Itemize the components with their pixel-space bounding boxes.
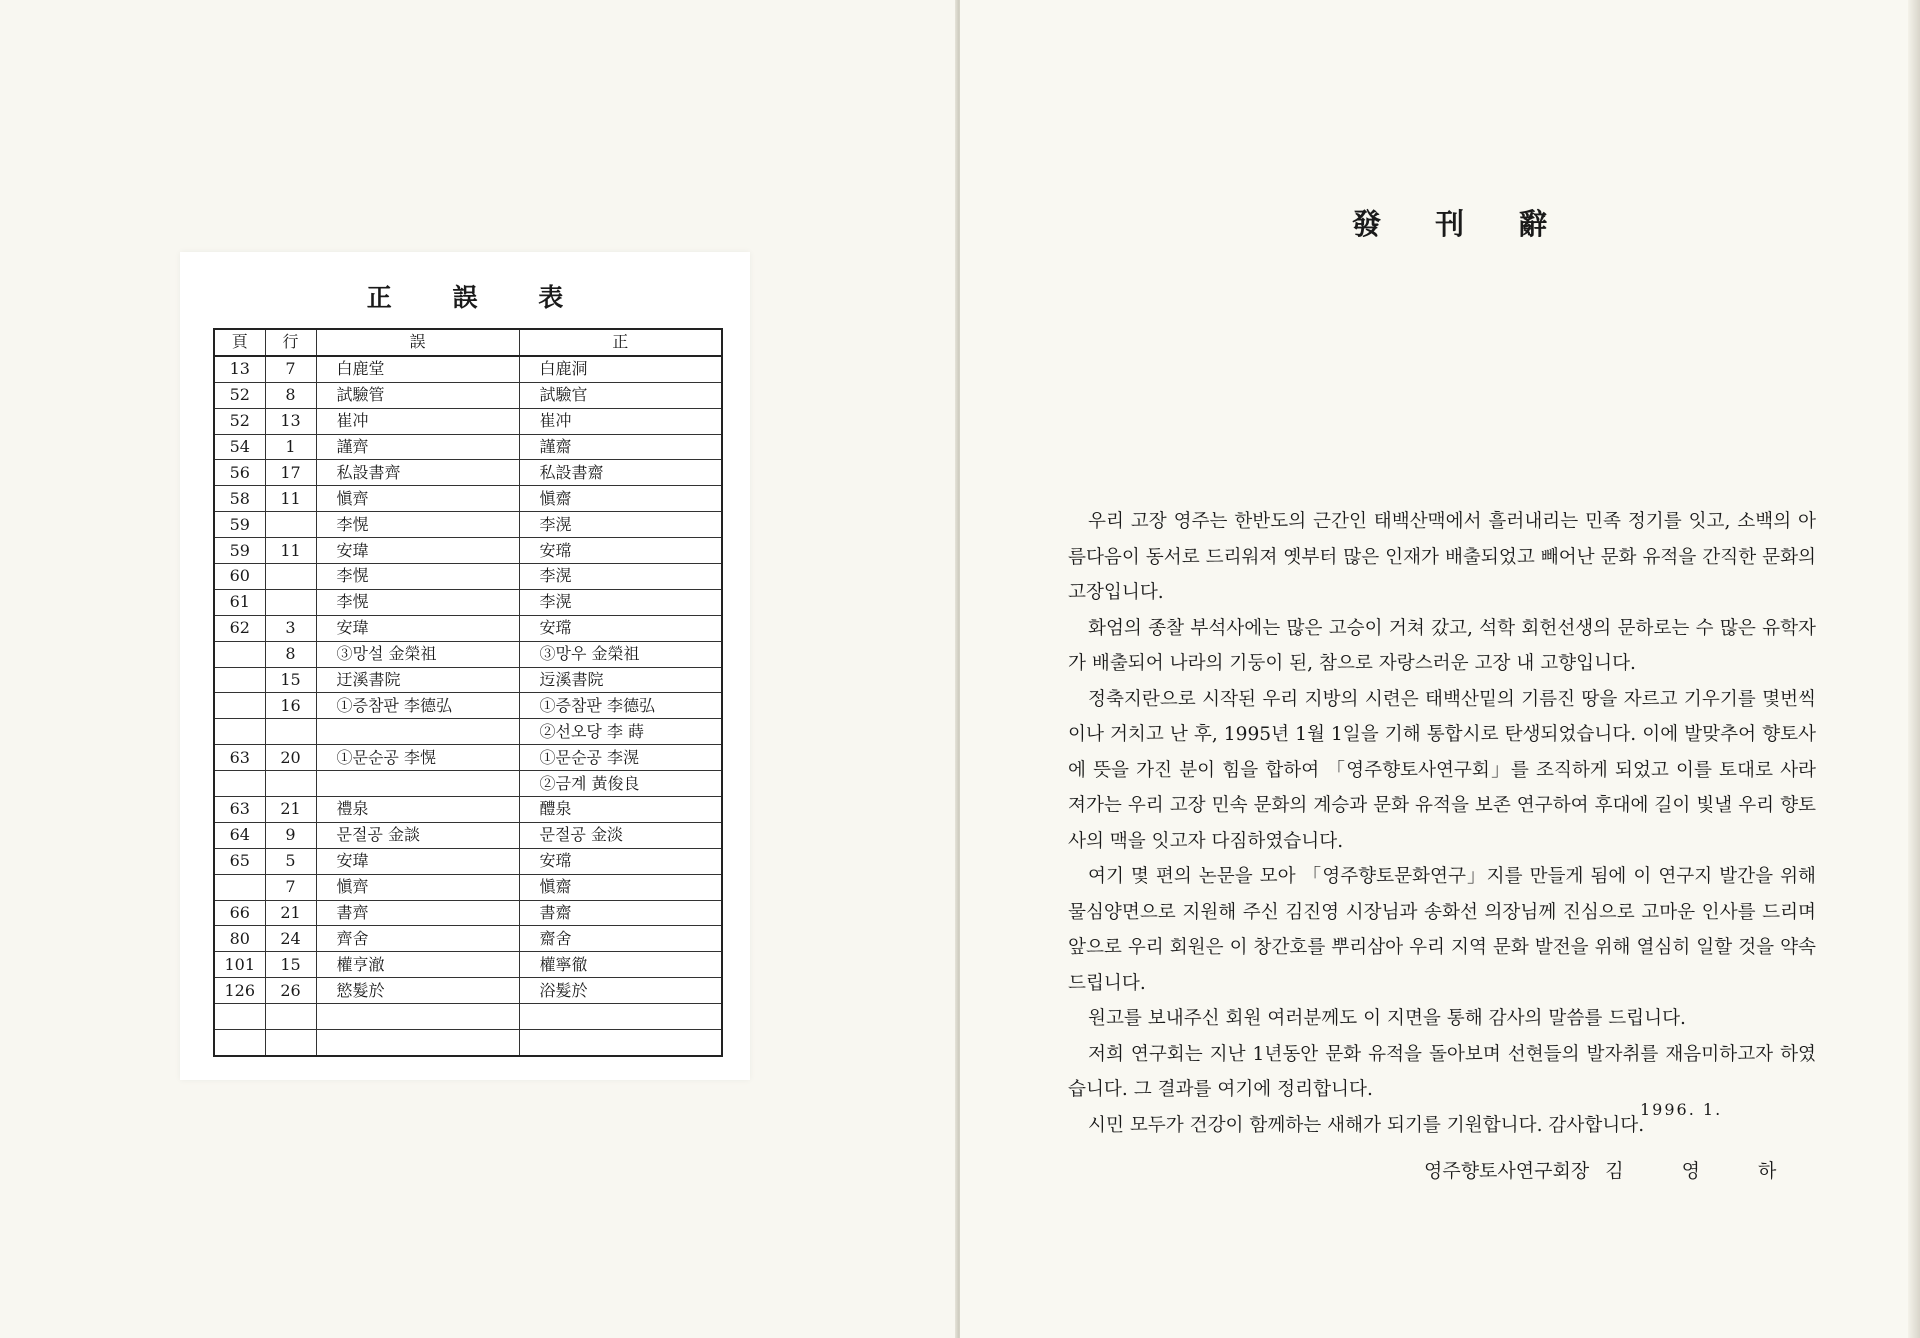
errata-row [214, 719, 722, 745]
preface-paragraph: 시민 모두가 건강이 함께하는 새해가 되기를 기원합니다. 감사합니다. [1088, 1114, 1645, 1136]
errata-row [214, 952, 722, 978]
row-line [265, 564, 316, 590]
preface-paragraph: 저희 연구회는 지난 1년동안 문화 유적을 돌아보며 선현들의 발자취를 재음미하고자 하였습니다. 그 결과를 여기에 정리합니다. [1068, 1043, 1816, 1100]
errata-table [213, 328, 723, 1057]
signer-name: 김 영 하 [1605, 1160, 1803, 1182]
row-correct: 浴髮於 [519, 978, 722, 1004]
errata-row [214, 771, 722, 797]
row-wrong: 安瑋 [316, 848, 519, 874]
row-correct: 愼齋 [519, 486, 722, 512]
row-page: 126 [214, 978, 265, 1004]
row-correct: 試驗官 [519, 382, 722, 408]
row-page: 64 [214, 822, 265, 848]
preface-paragraph: 여기 몇 편의 논문을 모아 「영주향토문화연구」지를 만들게 됨에 이 연구지 발간을 위해 물심양면으로 지원해 주신 김진영 시장님과 송화선 의장님께 진심으로 고마운 인사를 드리며 앞으로 우리 회원은 이 창간호를 뿌리삼아 우리 지역 문화 발전을 위해 열심히 일할 것을 약속드립니다. [1068, 866, 1816, 994]
row-correct: 齋舍 [519, 926, 722, 952]
row-correct: 李滉 [519, 564, 722, 590]
row-wrong: 慾髮於 [316, 978, 519, 1004]
row-correct: 愼齋 [519, 874, 722, 900]
row-wrong: 禮泉 [316, 797, 519, 823]
row-page [214, 1030, 265, 1056]
errata-row [214, 564, 722, 590]
errata-card [180, 252, 750, 1080]
row-line: 17 [265, 460, 316, 486]
row-wrong: 書齊 [316, 900, 519, 926]
row-wrong: ①문순공 李愰 [316, 745, 519, 771]
row-line: 15 [265, 952, 316, 978]
row-page [214, 693, 265, 719]
row-page: 60 [214, 564, 265, 590]
errata-row [214, 926, 722, 952]
row-correct: 迃溪書院 [519, 667, 722, 693]
row-correct: ③망우 金榮祖 [519, 641, 722, 667]
errata-body [214, 356, 722, 1056]
row-line: 1 [265, 434, 316, 460]
row-line [265, 771, 316, 797]
row-line: 7 [265, 874, 316, 900]
row-wrong: 愼齊 [316, 486, 519, 512]
row-page: 80 [214, 926, 265, 952]
row-correct: ②선오당 李 蒔 [519, 719, 722, 745]
left-page [0, 0, 958, 1338]
row-wrong: 謹齊 [316, 434, 519, 460]
errata-row [214, 615, 722, 641]
row-page: 66 [214, 900, 265, 926]
row-correct [519, 1030, 722, 1056]
header-wrong: 誤 [316, 329, 519, 356]
row-wrong: 李愰 [316, 512, 519, 538]
row-page [214, 1004, 265, 1030]
row-wrong: 白鹿堂 [316, 356, 519, 382]
errata-row [214, 356, 722, 382]
row-line: 24 [265, 926, 316, 952]
errata-row [214, 667, 722, 693]
row-page: 59 [214, 538, 265, 564]
errata-row [214, 1030, 722, 1056]
header-line: 行 [265, 329, 316, 356]
row-wrong: 李愰 [316, 589, 519, 615]
row-page [214, 667, 265, 693]
row-line: 11 [265, 538, 316, 564]
row-correct: 權寧徹 [519, 952, 722, 978]
row-line [265, 512, 316, 538]
row-page: 61 [214, 589, 265, 615]
row-wrong: 安瑋 [316, 538, 519, 564]
row-correct: 李滉 [519, 512, 722, 538]
row-correct: 白鹿洞 [519, 356, 722, 382]
row-page [214, 874, 265, 900]
errata-row [214, 486, 722, 512]
preface-paragraph: 우리 고장 영주는 한반도의 근간인 태백산맥에서 흘러내리는 민족 정기를 잇고, 소백의 아름다음이 동서로 드리워져 옛부터 많은 인재가 배출되었고 빼어난 문화 유적을 간직한 문화의 고장입니다. [1068, 511, 1816, 603]
row-line: 16 [265, 693, 316, 719]
row-line: 8 [265, 641, 316, 667]
errata-row [214, 641, 722, 667]
row-page [214, 641, 265, 667]
row-page: 54 [214, 434, 265, 460]
row-page: 52 [214, 408, 265, 434]
row-page: 101 [214, 952, 265, 978]
row-wrong: 權亨澈 [316, 952, 519, 978]
row-page: 62 [214, 615, 265, 641]
row-line: 15 [265, 667, 316, 693]
row-line: 26 [265, 978, 316, 1004]
errata-row [214, 822, 722, 848]
row-wrong: 齊舍 [316, 926, 519, 952]
row-line [265, 719, 316, 745]
row-wrong: 李愰 [316, 564, 519, 590]
row-wrong: 문절공 金談 [316, 822, 519, 848]
errata-row [214, 512, 722, 538]
preface-body [1068, 504, 1816, 1143]
row-wrong: 試驗管 [316, 382, 519, 408]
row-page: 63 [214, 745, 265, 771]
row-page [214, 719, 265, 745]
preface-title: 發 刊 辭 [1352, 207, 1570, 241]
row-line: 11 [265, 486, 316, 512]
row-correct: ①증참판 李德弘 [519, 693, 722, 719]
errata-row [214, 848, 722, 874]
row-line: 7 [265, 356, 316, 382]
row-page: 63 [214, 797, 265, 823]
row-correct: 安瑺 [519, 615, 722, 641]
errata-title: 正 誤 表 [366, 283, 590, 312]
row-line: 5 [265, 848, 316, 874]
preface-paragraph: 화엄의 종찰 부석사에는 많은 고승이 거쳐 갔고, 석학 회헌선생의 문하로는 수 많은 유학자가 배출되어 나라의 기둥이 된, 참으로 자랑스러운 고장 내 고향입니다. [1068, 617, 1816, 674]
preface-paragraph: 원고를 보내주신 회원 여러분께도 이 지면을 통해 감사의 말씀를 드립니다. [1088, 1008, 1686, 1029]
row-line [265, 1004, 316, 1030]
row-correct: 謹齋 [519, 434, 722, 460]
row-correct: 書齋 [519, 900, 722, 926]
row-wrong: ①증참판 李德弘 [316, 693, 519, 719]
row-line: 21 [265, 900, 316, 926]
row-line: 8 [265, 382, 316, 408]
errata-row [214, 408, 722, 434]
row-line: 13 [265, 408, 316, 434]
errata-row [214, 693, 722, 719]
row-line: 21 [265, 797, 316, 823]
signature [1424, 1156, 1802, 1183]
header-correct: 正 [519, 329, 722, 356]
signer-title: 영주향토사연구회장 [1424, 1160, 1590, 1182]
errata-row [214, 434, 722, 460]
row-correct: ①문순공 李滉 [519, 745, 722, 771]
errata-row [214, 874, 722, 900]
row-page [214, 771, 265, 797]
row-wrong: 安瑋 [316, 615, 519, 641]
page-edge [1908, 0, 1920, 1338]
row-page: 56 [214, 460, 265, 486]
errata-row [214, 382, 722, 408]
errata-row [214, 745, 722, 771]
row-wrong [316, 771, 519, 797]
row-page: 65 [214, 848, 265, 874]
errata-row [214, 1004, 722, 1030]
row-correct: 安瑺 [519, 538, 722, 564]
row-wrong: 崔冲 [316, 408, 519, 434]
preface-paragraph: 정축지란으로 시작된 우리 지방의 시련은 태백산밑의 기름진 땅을 자르고 기우기를 몇번씩이나 거치고 난 후, 1995년 1월 1일을 기해 통합시로 탄생되었습니다. 이에 발맞추어 향토사에 뜻을 가진 분이 힘을 합하여 「영주향토사연구회」를 조직하게 되었고 이를 토대로 사라져가는 우리 고장 민속 문화의 계승과 문화 유적을 보존 연구하여 후대에 길이 빛낼 우리 향토사의 맥을 잇고자 다짐하였습니다. [1068, 688, 1816, 852]
row-page: 13 [214, 356, 265, 382]
errata-row [214, 460, 722, 486]
row-line: 9 [265, 822, 316, 848]
errata-row [214, 900, 722, 926]
row-wrong [316, 1004, 519, 1030]
errata-row [214, 589, 722, 615]
row-correct: 문절공 金淡 [519, 822, 722, 848]
row-line: 3 [265, 615, 316, 641]
row-line: 20 [265, 745, 316, 771]
errata-row [214, 978, 722, 1004]
row-correct [519, 1004, 722, 1030]
row-correct: 李滉 [519, 589, 722, 615]
row-correct: 醴泉 [519, 797, 722, 823]
row-page: 52 [214, 382, 265, 408]
row-correct: 私設書齋 [519, 460, 722, 486]
row-page: 59 [214, 512, 265, 538]
row-wrong [316, 719, 519, 745]
row-correct: ②금계 黃俊良 [519, 771, 722, 797]
row-line [265, 589, 316, 615]
errata-header-row [214, 329, 722, 356]
row-wrong: 愼齊 [316, 874, 519, 900]
row-wrong: 私設書齊 [316, 460, 519, 486]
row-page: 58 [214, 486, 265, 512]
row-correct: 崔冲 [519, 408, 722, 434]
row-correct: 安瑺 [519, 848, 722, 874]
errata-row [214, 538, 722, 564]
row-wrong: ③망설 金榮祖 [316, 641, 519, 667]
row-wrong [316, 1030, 519, 1056]
row-wrong: 迂溪書院 [316, 667, 519, 693]
header-page: 頁 [214, 329, 265, 356]
preface-date: 1996. 1. [1640, 1100, 1723, 1119]
errata-row [214, 797, 722, 823]
row-line [265, 1030, 316, 1056]
